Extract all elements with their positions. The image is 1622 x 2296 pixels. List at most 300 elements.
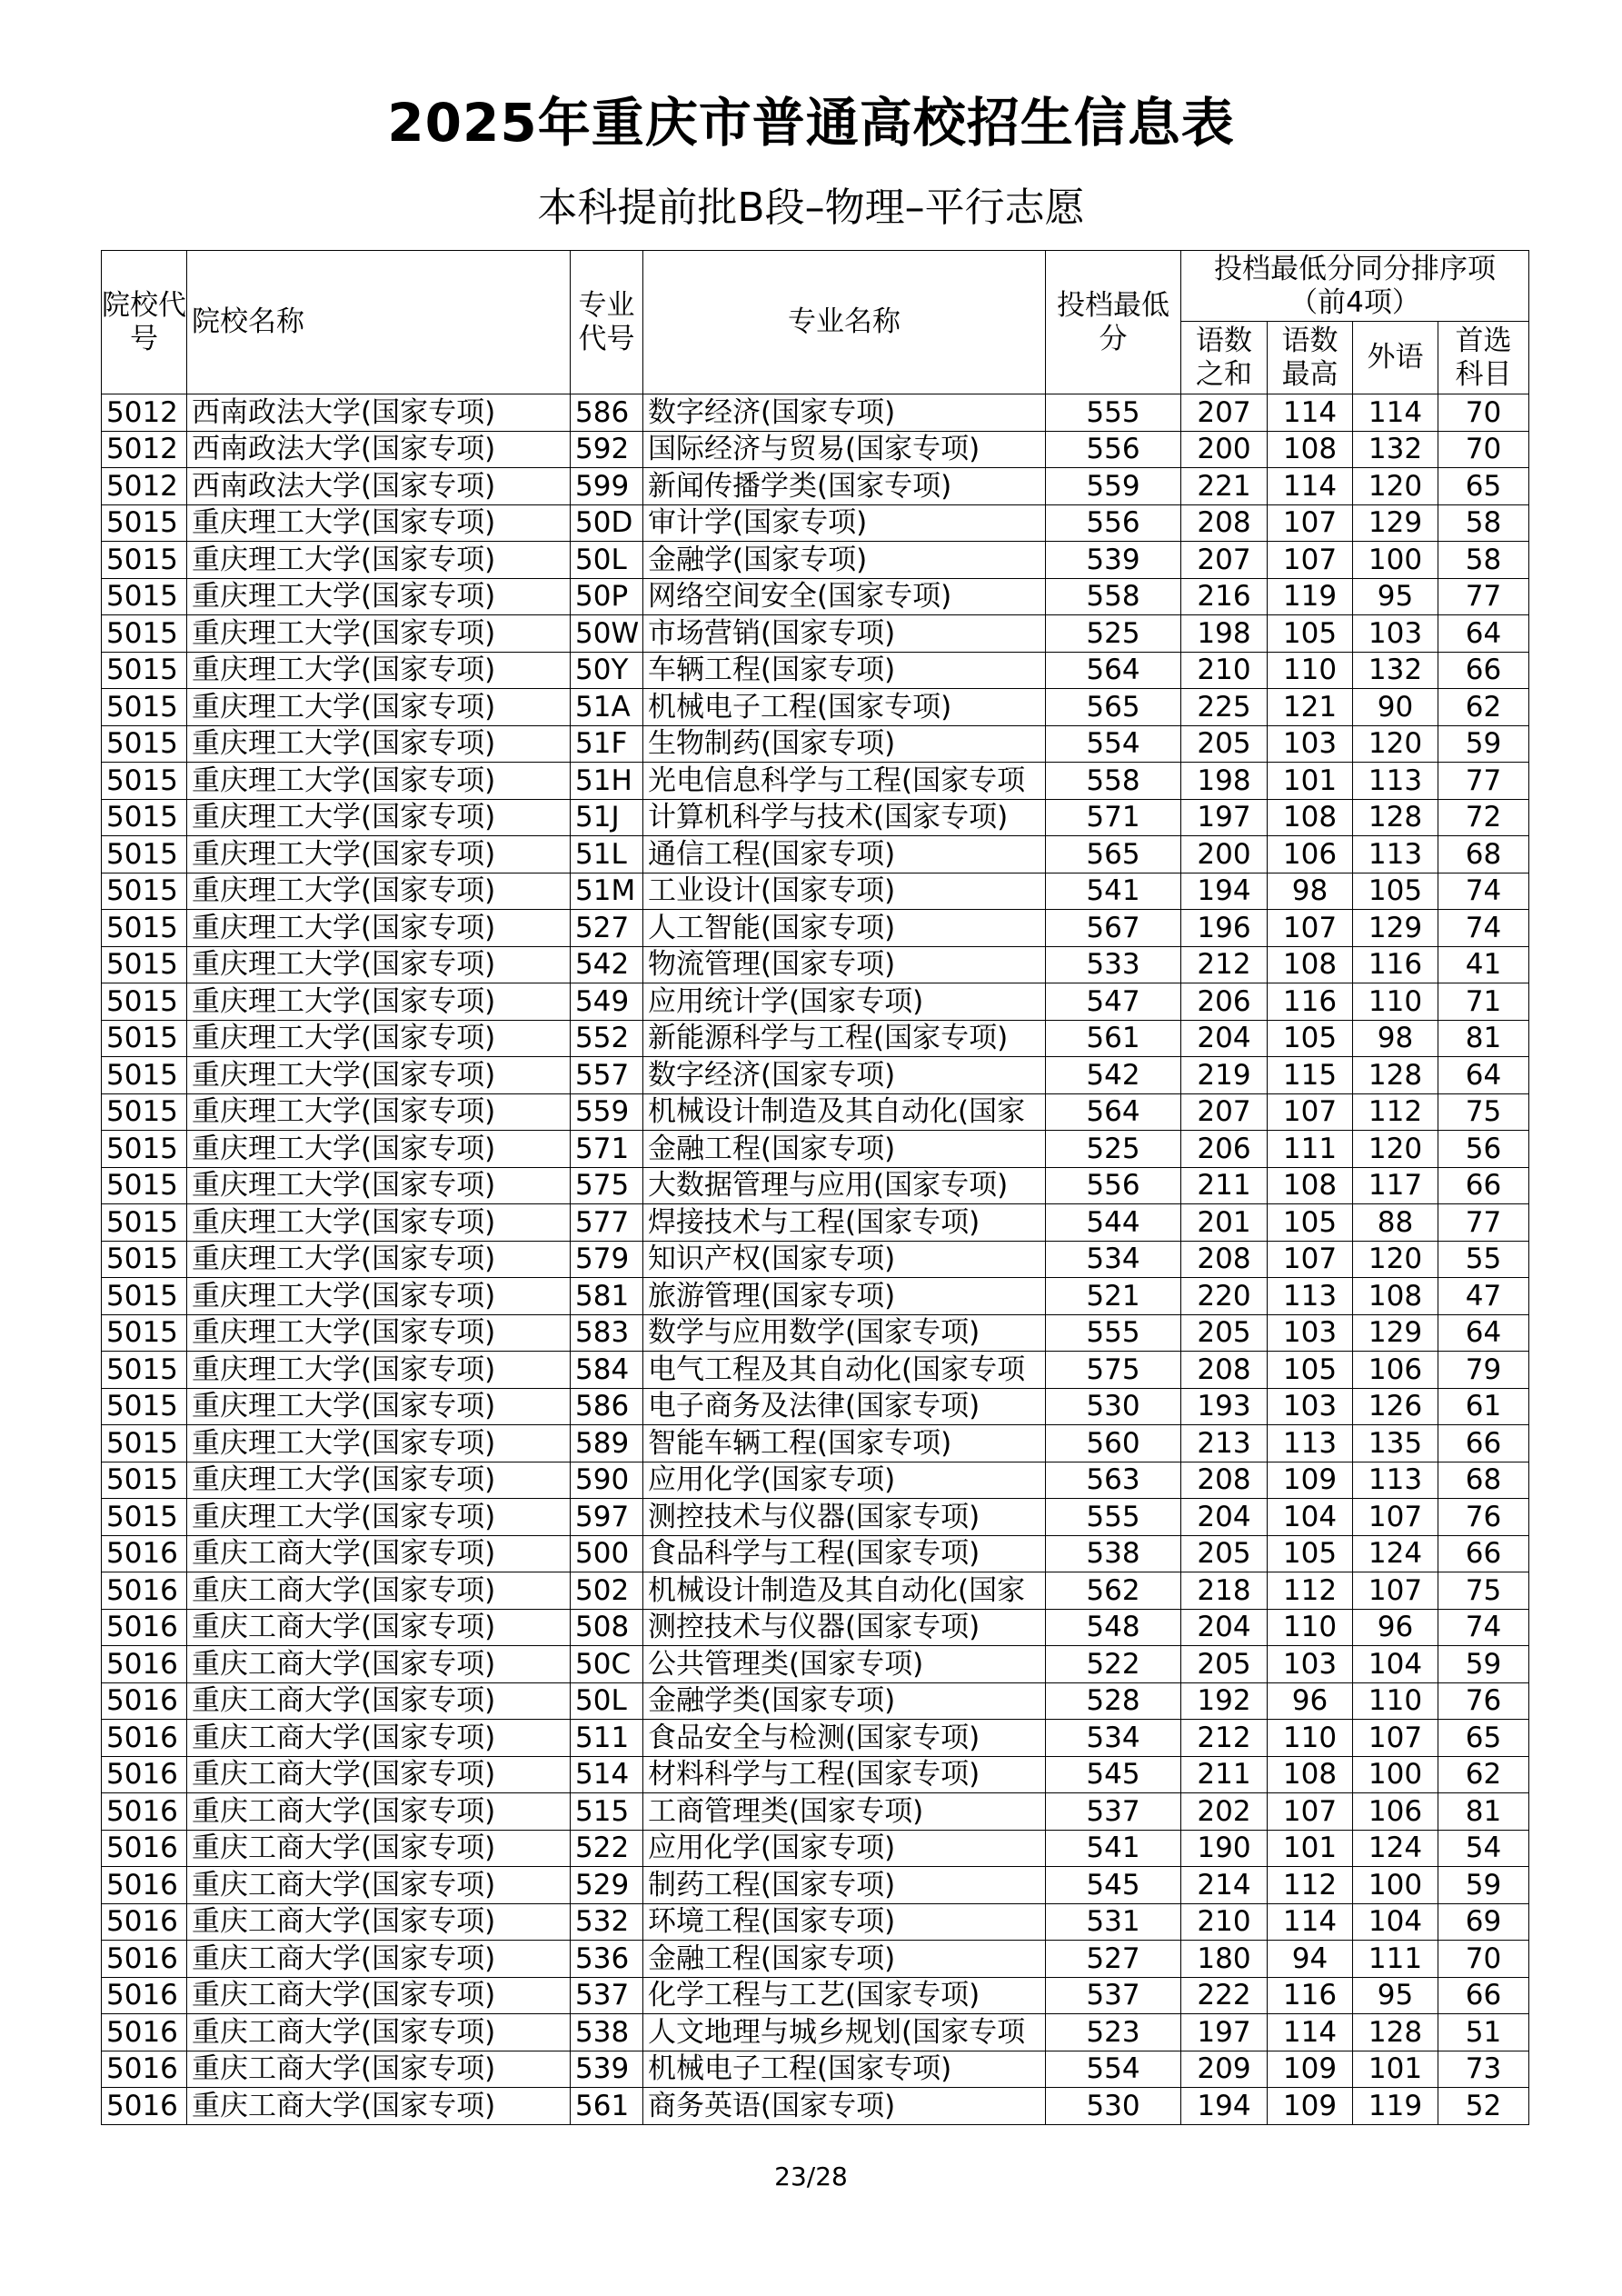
cell-foreign-language: 113 [1353, 1462, 1438, 1499]
cell-foreign-language: 124 [1353, 1830, 1438, 1867]
table-row [102, 1867, 1529, 1904]
cell-sum-chinese-math: 208 [1181, 1462, 1268, 1499]
table-header [102, 251, 1529, 394]
cell-school-code: 5016 [102, 1609, 187, 1646]
cell-major-name: 金融学(国家专项) [643, 542, 1046, 579]
cell-min-score: 541 [1046, 1830, 1181, 1867]
cell-school-code: 5015 [102, 946, 187, 983]
cell-foreign-language: 113 [1353, 763, 1438, 800]
table-row [102, 1388, 1529, 1425]
table-row [102, 689, 1529, 726]
cell-first-subject: 58 [1438, 542, 1529, 579]
cell-sum-chinese-math: 210 [1181, 652, 1268, 689]
cell-school-code: 5016 [102, 1572, 187, 1610]
cell-sum-chinese-math: 207 [1181, 542, 1268, 579]
cell-min-score: 558 [1046, 578, 1181, 615]
table-row [102, 910, 1529, 947]
cell-max-chinese-math: 101 [1268, 763, 1353, 800]
cell-school-name: 重庆工商大学(国家专项) [187, 2051, 571, 2088]
cell-first-subject: 62 [1438, 689, 1529, 726]
cell-school-name: 重庆理工大学(国家专项) [187, 615, 571, 653]
cell-max-chinese-math: 113 [1268, 1425, 1353, 1462]
cell-school-code: 5016 [102, 1756, 187, 1793]
cell-min-score: 554 [1046, 2051, 1181, 2088]
cell-max-chinese-math: 119 [1268, 578, 1353, 615]
cell-min-score: 560 [1046, 1425, 1181, 1462]
cell-min-score: 530 [1046, 2088, 1181, 2125]
cell-major-name: 旅游管理(国家专项) [643, 1278, 1046, 1315]
cell-sum-chinese-math: 205 [1181, 1646, 1268, 1683]
cell-foreign-language: 106 [1353, 1793, 1438, 1831]
cell-first-subject: 76 [1438, 1499, 1529, 1536]
cell-sum-chinese-math: 205 [1181, 725, 1268, 763]
cell-sum-chinese-math: 204 [1181, 1609, 1268, 1646]
table-row [102, 1756, 1529, 1793]
cell-sum-chinese-math: 225 [1181, 689, 1268, 726]
cell-max-chinese-math: 114 [1268, 468, 1353, 505]
cell-sum-chinese-math: 208 [1181, 1241, 1268, 1278]
cell-school-name: 重庆工商大学(国家专项) [187, 2014, 571, 2051]
cell-major-name: 测控技术与仪器(国家专项) [643, 1499, 1046, 1536]
cell-major-code: 599 [571, 468, 643, 505]
cell-major-name: 车辆工程(国家专项) [643, 652, 1046, 689]
cell-first-subject: 52 [1438, 2088, 1529, 2125]
cell-sum-chinese-math: 194 [1181, 2088, 1268, 2125]
table-row [102, 468, 1529, 505]
cell-max-chinese-math: 121 [1268, 689, 1353, 726]
cell-first-subject: 75 [1438, 1572, 1529, 1610]
cell-school-name: 重庆理工大学(国家专项) [187, 1167, 571, 1204]
cell-max-chinese-math: 112 [1268, 1867, 1353, 1904]
cell-sum-chinese-math: 218 [1181, 1572, 1268, 1610]
cell-max-chinese-math: 110 [1268, 1720, 1353, 1757]
cell-school-name: 重庆工商大学(国家专项) [187, 1572, 571, 1610]
cell-school-name: 重庆理工大学(国家专项) [187, 1093, 571, 1131]
cell-min-score: 530 [1046, 1388, 1181, 1425]
cell-foreign-language: 128 [1353, 1057, 1438, 1094]
cell-school-name: 重庆理工大学(国家专项) [187, 1204, 571, 1242]
cell-school-code: 5016 [102, 1793, 187, 1831]
cell-foreign-language: 126 [1353, 1388, 1438, 1425]
cell-foreign-language: 105 [1353, 873, 1438, 910]
cell-first-subject: 76 [1438, 1682, 1529, 1720]
cell-major-name: 金融工程(国家专项) [643, 1941, 1046, 1978]
cell-major-name: 新闻传播学类(国家专项) [643, 468, 1046, 505]
cell-sum-chinese-math: 212 [1181, 946, 1268, 983]
cell-major-name: 制药工程(国家专项) [643, 1867, 1046, 1904]
cell-max-chinese-math: 105 [1268, 1352, 1353, 1389]
cell-major-code: 51F [571, 725, 643, 763]
cell-major-name: 工商管理类(国家专项) [643, 1793, 1046, 1831]
cell-major-code: 522 [571, 1830, 643, 1867]
cell-first-subject: 51 [1438, 2014, 1529, 2051]
cell-foreign-language: 104 [1353, 1646, 1438, 1683]
cell-school-name: 西南政法大学(国家专项) [187, 394, 571, 432]
cell-foreign-language: 117 [1353, 1167, 1438, 1204]
cell-school-name: 重庆工商大学(国家专项) [187, 1867, 571, 1904]
table-row [102, 1131, 1529, 1168]
cell-foreign-language: 116 [1353, 946, 1438, 983]
cell-foreign-language: 128 [1353, 799, 1438, 836]
cell-foreign-language: 120 [1353, 1241, 1438, 1278]
cell-foreign-language: 107 [1353, 1720, 1438, 1757]
cell-school-code: 5012 [102, 468, 187, 505]
cell-max-chinese-math: 103 [1268, 1388, 1353, 1425]
cell-first-subject: 54 [1438, 1830, 1529, 1867]
cell-major-code: 583 [571, 1314, 643, 1352]
cell-sum-chinese-math: 211 [1181, 1167, 1268, 1204]
cell-foreign-language: 113 [1353, 836, 1438, 873]
cell-first-subject: 74 [1438, 910, 1529, 947]
cell-major-name: 人工智能(国家专项) [643, 910, 1046, 947]
cell-major-name: 新能源科学与工程(国家专项) [643, 1020, 1046, 1057]
cell-foreign-language: 95 [1353, 1977, 1438, 2014]
cell-foreign-language: 112 [1353, 1093, 1438, 1131]
cell-school-name: 重庆理工大学(国家专项) [187, 799, 571, 836]
cell-major-code: 511 [571, 1720, 643, 1757]
cell-foreign-language: 129 [1353, 1314, 1438, 1352]
cell-max-chinese-math: 107 [1268, 910, 1353, 947]
cell-min-score: 558 [1046, 763, 1181, 800]
cell-major-code: 589 [571, 1425, 643, 1462]
table-row [102, 1535, 1529, 1572]
cell-school-code: 5016 [102, 1867, 187, 1904]
cell-major-code: 50L [571, 1682, 643, 1720]
cell-foreign-language: 129 [1353, 504, 1438, 542]
cell-max-chinese-math: 104 [1268, 1499, 1353, 1536]
cell-major-code: 559 [571, 1093, 643, 1131]
table-row [102, 946, 1529, 983]
cell-major-code: 581 [571, 1278, 643, 1315]
table-row [102, 2088, 1529, 2125]
cell-school-name: 重庆工商大学(国家专项) [187, 1682, 571, 1720]
cell-major-code: 514 [571, 1756, 643, 1793]
table-row [102, 1793, 1529, 1831]
cell-school-name: 重庆理工大学(国家专项) [187, 504, 571, 542]
cell-max-chinese-math: 107 [1268, 1093, 1353, 1131]
cell-major-name: 机械设计制造及其自动化(国家 [643, 1572, 1046, 1610]
cell-first-subject: 64 [1438, 615, 1529, 653]
cell-major-code: 529 [571, 1867, 643, 1904]
table-row [102, 1646, 1529, 1683]
cell-major-code: 579 [571, 1241, 643, 1278]
cell-foreign-language: 132 [1353, 652, 1438, 689]
cell-school-name: 重庆理工大学(国家专项) [187, 1425, 571, 1462]
cell-sum-chinese-math: 214 [1181, 1867, 1268, 1904]
cell-school-code: 5016 [102, 1535, 187, 1572]
cell-sum-chinese-math: 216 [1181, 578, 1268, 615]
cell-sum-chinese-math: 208 [1181, 504, 1268, 542]
cell-min-score: 528 [1046, 1682, 1181, 1720]
header-tie-break-group: 投档最低分同分排序项（前4项） [1181, 251, 1529, 322]
table-row [102, 2014, 1529, 2051]
cell-major-code: 552 [571, 1020, 643, 1057]
cell-min-score: 561 [1046, 1020, 1181, 1057]
cell-school-name: 重庆理工大学(国家专项) [187, 1352, 571, 1389]
cell-major-code: 577 [571, 1204, 643, 1242]
cell-major-name: 电子商务及法律(国家专项) [643, 1388, 1046, 1425]
cell-major-code: 50D [571, 504, 643, 542]
cell-max-chinese-math: 111 [1268, 1131, 1353, 1168]
cell-school-name: 重庆理工大学(国家专项) [187, 725, 571, 763]
cell-min-score: 541 [1046, 873, 1181, 910]
cell-sum-chinese-math: 220 [1181, 1278, 1268, 1315]
cell-school-name: 重庆工商大学(国家专项) [187, 1609, 571, 1646]
table-row [102, 1167, 1529, 1204]
cell-sum-chinese-math: 212 [1181, 1720, 1268, 1757]
cell-major-name: 机械电子工程(国家专项) [643, 2051, 1046, 2088]
cell-min-score: 533 [1046, 946, 1181, 983]
cell-school-code: 5015 [102, 1093, 187, 1131]
cell-major-name: 光电信息科学与工程(国家专项 [643, 763, 1046, 800]
cell-max-chinese-math: 108 [1268, 946, 1353, 983]
cell-sum-chinese-math: 198 [1181, 763, 1268, 800]
cell-sum-chinese-math: 222 [1181, 1977, 1268, 2014]
admission-table [101, 250, 1529, 2125]
cell-sum-chinese-math: 200 [1181, 836, 1268, 873]
cell-major-code: 50Y [571, 652, 643, 689]
table-row [102, 1977, 1529, 2014]
cell-foreign-language: 107 [1353, 1572, 1438, 1610]
cell-school-code: 5015 [102, 689, 187, 726]
cell-major-name: 市场营销(国家专项) [643, 615, 1046, 653]
cell-school-code: 5016 [102, 1646, 187, 1683]
cell-first-subject: 71 [1438, 983, 1529, 1021]
cell-min-score: 548 [1046, 1609, 1181, 1646]
cell-min-score: 522 [1046, 1646, 1181, 1683]
table-row [102, 1425, 1529, 1462]
cell-sum-chinese-math: 192 [1181, 1682, 1268, 1720]
cell-school-code: 5015 [102, 1241, 187, 1278]
cell-major-name: 金融学类(国家专项) [643, 1682, 1046, 1720]
cell-sum-chinese-math: 205 [1181, 1535, 1268, 1572]
cell-school-name: 西南政法大学(国家专项) [187, 431, 571, 468]
cell-major-code: 542 [571, 946, 643, 983]
cell-max-chinese-math: 107 [1268, 542, 1353, 579]
cell-max-chinese-math: 108 [1268, 1167, 1353, 1204]
cell-foreign-language: 119 [1353, 2088, 1438, 2125]
cell-school-code: 5015 [102, 1278, 187, 1315]
cell-first-subject: 58 [1438, 504, 1529, 542]
header-max-chinese-math: 语数最高 [1268, 322, 1353, 394]
cell-foreign-language: 100 [1353, 1756, 1438, 1793]
cell-first-subject: 74 [1438, 873, 1529, 910]
cell-school-code: 5015 [102, 983, 187, 1021]
page-title: 2025年重庆市普通高校招生信息表 [387, 92, 1235, 154]
cell-major-code: 51H [571, 763, 643, 800]
cell-foreign-language: 98 [1353, 1020, 1438, 1057]
cell-major-name: 计算机科学与技术(国家专项) [643, 799, 1046, 836]
cell-major-code: 590 [571, 1462, 643, 1499]
cell-major-name: 应用化学(国家专项) [643, 1830, 1046, 1867]
cell-foreign-language: 107 [1353, 1499, 1438, 1536]
cell-school-name: 重庆理工大学(国家专项) [187, 1241, 571, 1278]
cell-school-code: 5015 [102, 1352, 187, 1389]
cell-min-score: 544 [1046, 1204, 1181, 1242]
cell-max-chinese-math: 115 [1268, 1057, 1353, 1094]
table-row [102, 1241, 1529, 1278]
cell-major-name: 材料科学与工程(国家专项) [643, 1756, 1046, 1793]
cell-min-score: 521 [1046, 1278, 1181, 1315]
cell-first-subject: 66 [1438, 1977, 1529, 2014]
cell-sum-chinese-math: 209 [1181, 2051, 1268, 2088]
cell-major-code: 538 [571, 2014, 643, 2051]
cell-major-name: 智能车辆工程(国家专项) [643, 1425, 1046, 1462]
cell-major-code: 549 [571, 983, 643, 1021]
cell-major-name: 机械电子工程(国家专项) [643, 689, 1046, 726]
cell-min-score: 565 [1046, 689, 1181, 726]
cell-sum-chinese-math: 201 [1181, 1204, 1268, 1242]
cell-school-name: 重庆理工大学(国家专项) [187, 1020, 571, 1057]
cell-min-score: 571 [1046, 799, 1181, 836]
cell-major-code: 51M [571, 873, 643, 910]
cell-min-score: 545 [1046, 1867, 1181, 1904]
cell-sum-chinese-math: 210 [1181, 1903, 1268, 1941]
table-row [102, 1682, 1529, 1720]
table-row [102, 1093, 1529, 1131]
cell-major-name: 电气工程及其自动化(国家专项 [643, 1352, 1046, 1389]
cell-school-code: 5015 [102, 542, 187, 579]
cell-major-name: 焊接技术与工程(国家专项) [643, 1204, 1046, 1242]
table-row [102, 1462, 1529, 1499]
cell-max-chinese-math: 109 [1268, 1462, 1353, 1499]
cell-sum-chinese-math: 204 [1181, 1499, 1268, 1536]
cell-school-code: 5015 [102, 1425, 187, 1462]
table-row [102, 1609, 1529, 1646]
cell-major-code: 537 [571, 1977, 643, 2014]
cell-school-code: 5015 [102, 1204, 187, 1242]
cell-major-name: 测控技术与仪器(国家专项) [643, 1609, 1046, 1646]
cell-school-name: 重庆理工大学(国家专项) [187, 1057, 571, 1094]
table-row [102, 394, 1529, 432]
cell-school-code: 5016 [102, 1941, 187, 1978]
cell-first-subject: 65 [1438, 468, 1529, 505]
cell-sum-chinese-math: 200 [1181, 431, 1268, 468]
cell-min-score: 539 [1046, 542, 1181, 579]
cell-max-chinese-math: 110 [1268, 1609, 1353, 1646]
cell-max-chinese-math: 110 [1268, 652, 1353, 689]
cell-min-score: 556 [1046, 1167, 1181, 1204]
cell-major-code: 532 [571, 1903, 643, 1941]
cell-min-score: 556 [1046, 431, 1181, 468]
cell-school-name: 重庆工商大学(国家专项) [187, 1720, 571, 1757]
cell-school-name: 重庆理工大学(国家专项) [187, 542, 571, 579]
cell-min-score: 575 [1046, 1352, 1181, 1389]
cell-major-name: 食品科学与工程(国家专项) [643, 1535, 1046, 1572]
cell-school-name: 重庆理工大学(国家专项) [187, 873, 571, 910]
cell-major-code: 51L [571, 836, 643, 873]
cell-first-subject: 70 [1438, 1941, 1529, 1978]
cell-school-name: 重庆工商大学(国家专项) [187, 1756, 571, 1793]
cell-major-name: 通信工程(国家专项) [643, 836, 1046, 873]
cell-first-subject: 73 [1438, 2051, 1529, 2088]
cell-foreign-language: 103 [1353, 615, 1438, 653]
cell-major-name: 化学工程与工艺(国家专项) [643, 1977, 1046, 2014]
cell-school-code: 5016 [102, 2051, 187, 2088]
cell-major-name: 生物制药(国家专项) [643, 725, 1046, 763]
cell-max-chinese-math: 114 [1268, 1903, 1353, 1941]
cell-min-score: 555 [1046, 1314, 1181, 1352]
cell-first-subject: 56 [1438, 1131, 1529, 1168]
cell-min-score: 559 [1046, 468, 1181, 505]
cell-school-code: 5015 [102, 652, 187, 689]
cell-school-name: 重庆理工大学(国家专项) [187, 1388, 571, 1425]
cell-max-chinese-math: 105 [1268, 1020, 1353, 1057]
cell-max-chinese-math: 98 [1268, 873, 1353, 910]
page-subtitle: 本科提前批B段–物理–平行志愿 [537, 185, 1085, 231]
header-foreign-language: 外语 [1353, 322, 1438, 394]
cell-sum-chinese-math: 207 [1181, 1093, 1268, 1131]
cell-school-name: 重庆工商大学(国家专项) [187, 1793, 571, 1831]
cell-foreign-language: 100 [1353, 1867, 1438, 1904]
cell-school-name: 重庆理工大学(国家专项) [187, 1131, 571, 1168]
cell-foreign-language: 111 [1353, 1941, 1438, 1978]
header-major-code: 专业代号 [571, 251, 643, 394]
cell-min-score: 534 [1046, 1241, 1181, 1278]
cell-major-name: 知识产权(国家专项) [643, 1241, 1046, 1278]
cell-school-code: 5015 [102, 910, 187, 947]
cell-min-score: 564 [1046, 1093, 1181, 1131]
cell-major-code: 592 [571, 431, 643, 468]
table-row [102, 873, 1529, 910]
cell-min-score: 555 [1046, 394, 1181, 432]
cell-school-code: 5015 [102, 615, 187, 653]
cell-school-code: 5012 [102, 394, 187, 432]
cell-foreign-language: 88 [1353, 1204, 1438, 1242]
cell-min-score: 554 [1046, 725, 1181, 763]
cell-foreign-language: 135 [1353, 1425, 1438, 1462]
cell-sum-chinese-math: 180 [1181, 1941, 1268, 1978]
cell-sum-chinese-math: 206 [1181, 1131, 1268, 1168]
cell-max-chinese-math: 114 [1268, 394, 1353, 432]
cell-max-chinese-math: 109 [1268, 2051, 1353, 2088]
cell-major-code: 575 [571, 1167, 643, 1204]
cell-school-code: 5016 [102, 1977, 187, 2014]
cell-major-code: 539 [571, 2051, 643, 2088]
cell-school-name: 重庆理工大学(国家专项) [187, 946, 571, 983]
cell-school-code: 5016 [102, 2014, 187, 2051]
cell-major-name: 机械设计制造及其自动化(国家 [643, 1093, 1046, 1131]
cell-first-subject: 69 [1438, 1903, 1529, 1941]
cell-foreign-language: 110 [1353, 983, 1438, 1021]
table-row [102, 431, 1529, 468]
cell-major-name: 数字经济(国家专项) [643, 1057, 1046, 1094]
cell-max-chinese-math: 103 [1268, 1314, 1353, 1352]
cell-min-score: 525 [1046, 1131, 1181, 1168]
cell-min-score: 547 [1046, 983, 1181, 1021]
cell-sum-chinese-math: 190 [1181, 1830, 1268, 1867]
table-row [102, 2051, 1529, 2088]
cell-min-score: 556 [1046, 504, 1181, 542]
cell-foreign-language: 90 [1353, 689, 1438, 726]
cell-school-code: 5015 [102, 1020, 187, 1057]
cell-school-name: 重庆理工大学(国家专项) [187, 836, 571, 873]
cell-school-code: 5015 [102, 873, 187, 910]
cell-max-chinese-math: 107 [1268, 1793, 1353, 1831]
cell-sum-chinese-math: 221 [1181, 468, 1268, 505]
table-row [102, 1499, 1529, 1536]
table-row [102, 1057, 1529, 1094]
cell-major-code: 527 [571, 910, 643, 947]
cell-max-chinese-math: 103 [1268, 1646, 1353, 1683]
cell-min-score: 562 [1046, 1572, 1181, 1610]
cell-major-code: 515 [571, 1793, 643, 1831]
cell-school-name: 重庆理工大学(国家专项) [187, 983, 571, 1021]
cell-foreign-language: 132 [1353, 431, 1438, 468]
cell-foreign-language: 120 [1353, 468, 1438, 505]
cell-school-code: 5015 [102, 1167, 187, 1204]
header-major-name: 专业名称 [643, 251, 1046, 394]
